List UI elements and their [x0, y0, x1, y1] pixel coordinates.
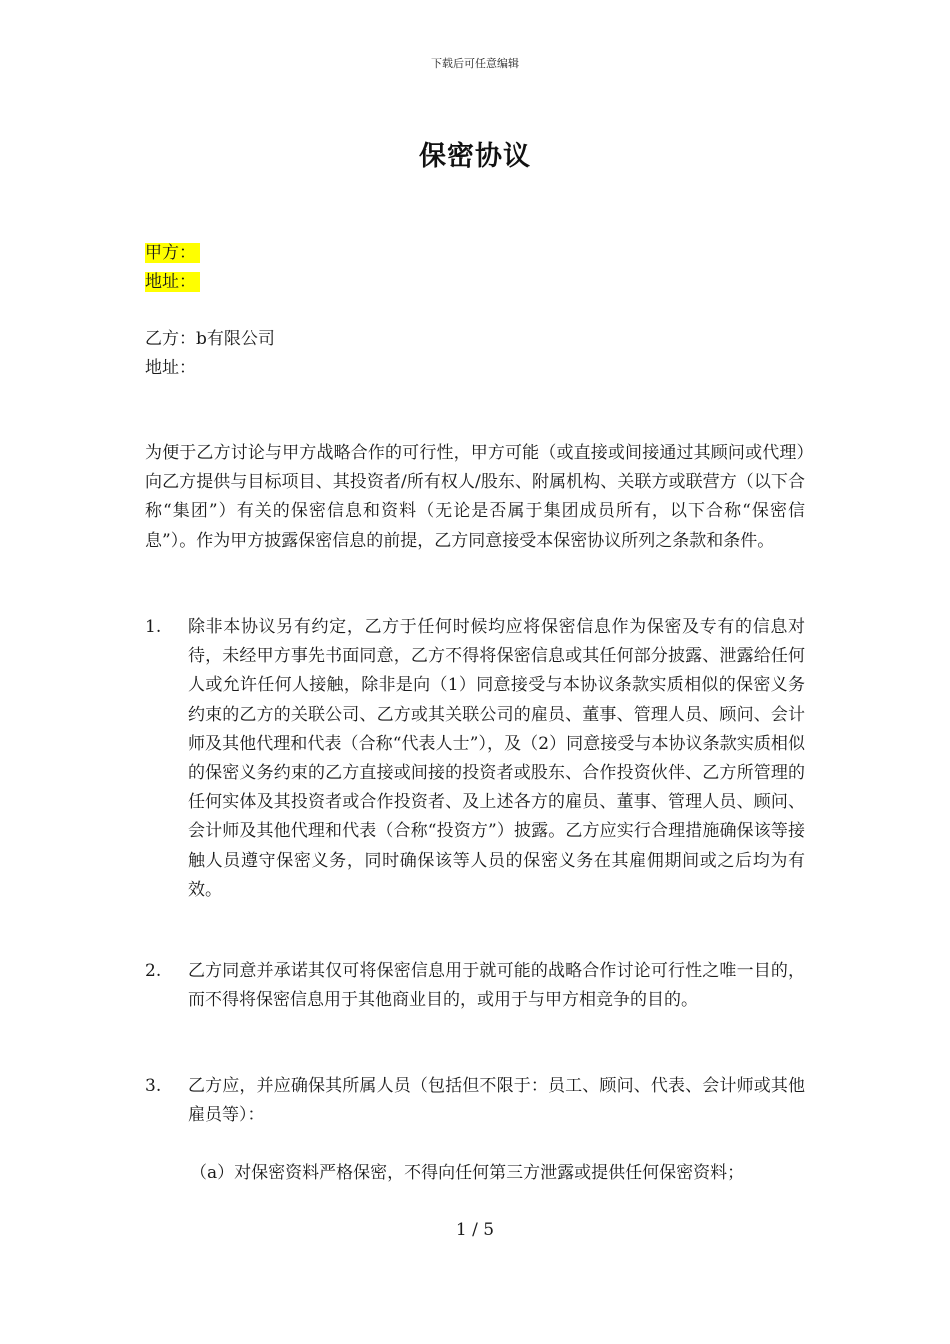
- clause-number: 2.: [145, 961, 162, 981]
- party-b-name: 乙方：b有限公司: [145, 329, 275, 349]
- party-a-name: [145, 239, 200, 268]
- document-title: 保密协议: [419, 141, 531, 172]
- clause-1: [145, 613, 805, 905]
- party-a-address: [145, 268, 200, 297]
- clause-text: 乙方应，并应确保其所属人员（包括但不限于：员工、顾问、代表、会计师或其他雇员等）：: [188, 1076, 805, 1126]
- party-a-address-label: 地址：: [145, 272, 200, 292]
- clause-text: 乙方同意并承诺其仅可将保密信息用于就可能的战略合作讨论可行性之唯一目的，而不得将保密信息用于其他商业目的，或用于与甲方相竞争的目的。: [188, 961, 805, 1011]
- clause-text: 除非本协议另有约定，乙方于任何时候均应将保密信息作为保密及专有的信息对待，未经甲方事先书面同意，乙方不得将保密信息或其任何部分披露、泄露给任何人或允许任何人接触，除非是向（1）同意接受与本协议条款实质相似的保密义务约束的乙方的关联公司、乙方或其关联公司的雇员、董事、管理人员、顾问、会计师及其他代理和代表（合称“代表人士”），及（2）同意接受与本协议条款实质相似的保密义务约束的乙方直接或间接的投资者或股东、合作投资伙伴、乙方所管理的任何实体及其投资者或合作投资者、及上述各方的雇员、董事、管理人员、顾问、会计师及其他代理和代表（合称“投资方”）披露。乙方应实行合理措施确保该等接触人员遵守保密义务，同时确保该等人员的保密义务在其雇佣期间或之后均为有效。: [188, 617, 805, 900]
- clause-3: [145, 1072, 805, 1130]
- clause-number: 3.: [145, 1076, 162, 1096]
- party-b-address: 地址：: [145, 358, 196, 378]
- party-a-name-label: 甲方：: [145, 243, 200, 263]
- clause-3-sub-item-a: （a）对保密资料严格保密，不得向任何第三方泄露或提供任何保密资料；: [190, 1163, 745, 1183]
- page-number: 1 / 5: [455, 1220, 495, 1240]
- clause-number: 1.: [145, 617, 162, 637]
- clause-2: [145, 957, 805, 1015]
- page-header-note: 下载后可任意编辑: [431, 57, 519, 70]
- preamble-paragraph: 为便于乙方讨论与甲方战略合作的可行性，甲方可能（或直接或间接通过其顾问或代理）向乙方提供与目标项目、其投资者/所有权人/股东、附属机构、关联方或联营方（以下合称“集团”）有关的保密信息和资料（无论是否属于集团成员所有，以下合称“保密信息”）。作为甲方披露保密信息的前提，乙方同意接受本保密协议所列之条款和条件。: [145, 443, 805, 551]
